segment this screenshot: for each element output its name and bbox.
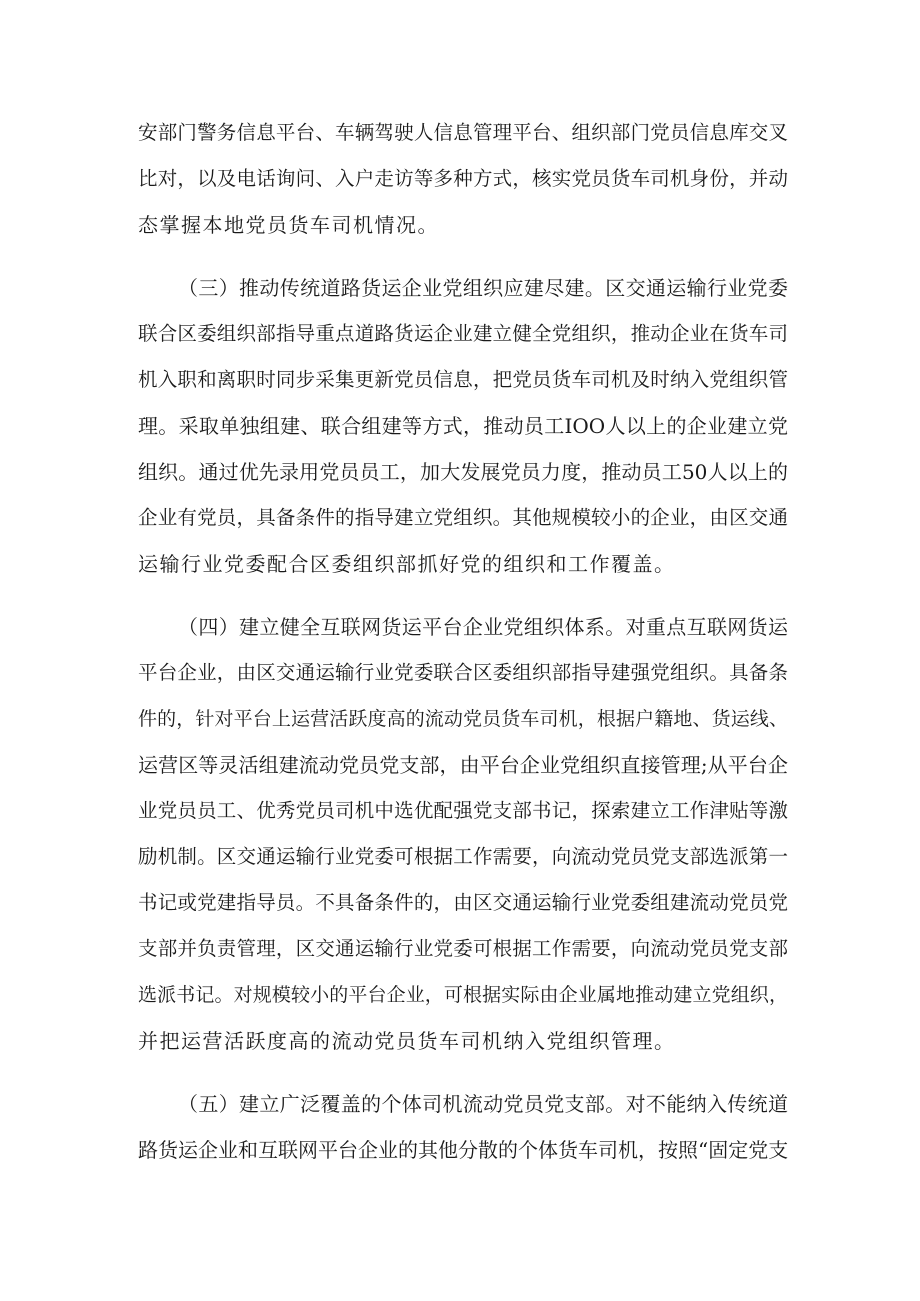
paragraph-3-line-1: （四）建立健全互联网货运平台企业党组织体系。对重点互联网货运: [178, 615, 788, 639]
paragraph-2-line-1: （三）推动传统道路货运企业党组织应建尽建。区交通运输行业党委: [178, 276, 788, 300]
paragraph-4-line-2: 路货运企业和互联网平台企业的其他分散的个体货车司机，按照“固定党支: [138, 1138, 789, 1162]
paragraph-2-line-3: 机入职和离职时同步采集更新党员信息，把党员货车司机及时纳入党组织管: [138, 368, 788, 391]
paragraph-3-line-8: 支部并负责管理，区交通运输行业党委可根据工作需要，向流动党员党支部: [138, 937, 788, 960]
paragraph-3-line-5: 业党员员工、优秀党员司机中选优配强党支部书记，探索建立工作津贴等激: [138, 799, 788, 822]
paragraph-3-line-7: 书记或党建指导员。不具备条件的，由区交通运输行业党委组建流动党员党: [138, 891, 788, 914]
paragraph-3-line-6: 励机制。区交通运输行业党委可根据工作需要，向流动党员党支部选派第一: [138, 845, 788, 868]
paragraph-3-line-3: 件的，针对平台上运营活跃度高的流动党员货车司机，根据户籍地、货运线、: [138, 708, 788, 730]
paragraph-3-line-2: 平台企业，由区交通运输行业党委联合区委组织部指导建强党组织。具备条: [138, 661, 788, 684]
paragraph-1-line-2: 比对，以及电话询问、入户走访等多种方式，核实党员货车司机身份，并动: [138, 167, 788, 190]
paragraph-1-line-3: 态掌握本地党员货车司机情况。: [138, 213, 439, 237]
paragraph-3-line-10: 并把运营活跃度高的流动党员货车司机纳入党组织管理。: [138, 1029, 676, 1053]
paragraph-3-line-4: 运营区等灵活组建流动党员党支部，由平台企业党组织直接管理;从平台企: [138, 753, 788, 777]
paragraph-4-line-1: （五）建立广泛覆盖的个体司机流动党员党支部。对不能纳入传统道: [178, 1092, 788, 1116]
paragraph-2-line-7: 运输行业党委配合区委组织部抓好党的组织和工作覆盖。: [138, 552, 676, 576]
paragraph-2-line-2: 联合区委组织部指导重点道路货运企业建立健全党组织，推动企业在货车司: [138, 322, 788, 345]
paragraph-1-line-1: 安部门警务信息平台、车辆驾驶人信息管理平台、组织部门党员信息库交叉: [138, 121, 788, 144]
paragraph-2-line-6: 企业有党员，具备条件的指导建立党组织。其他规模较小的企业，由区交通: [138, 506, 788, 529]
paragraph-3-line-9: 选派书记。对规模较小的平台企业，可根据实际由企业属地推动建立党组织，: [138, 984, 788, 1006]
paragraph-2-line-5: 组织。通过优先录用党员员工，加大发展党员力度，推动员工50人以上的: [138, 460, 788, 484]
paragraph-2-line-4: 理。采取单独组建、联合组建等方式，推动员工IOO人以上的企业建立党: [138, 414, 788, 438]
